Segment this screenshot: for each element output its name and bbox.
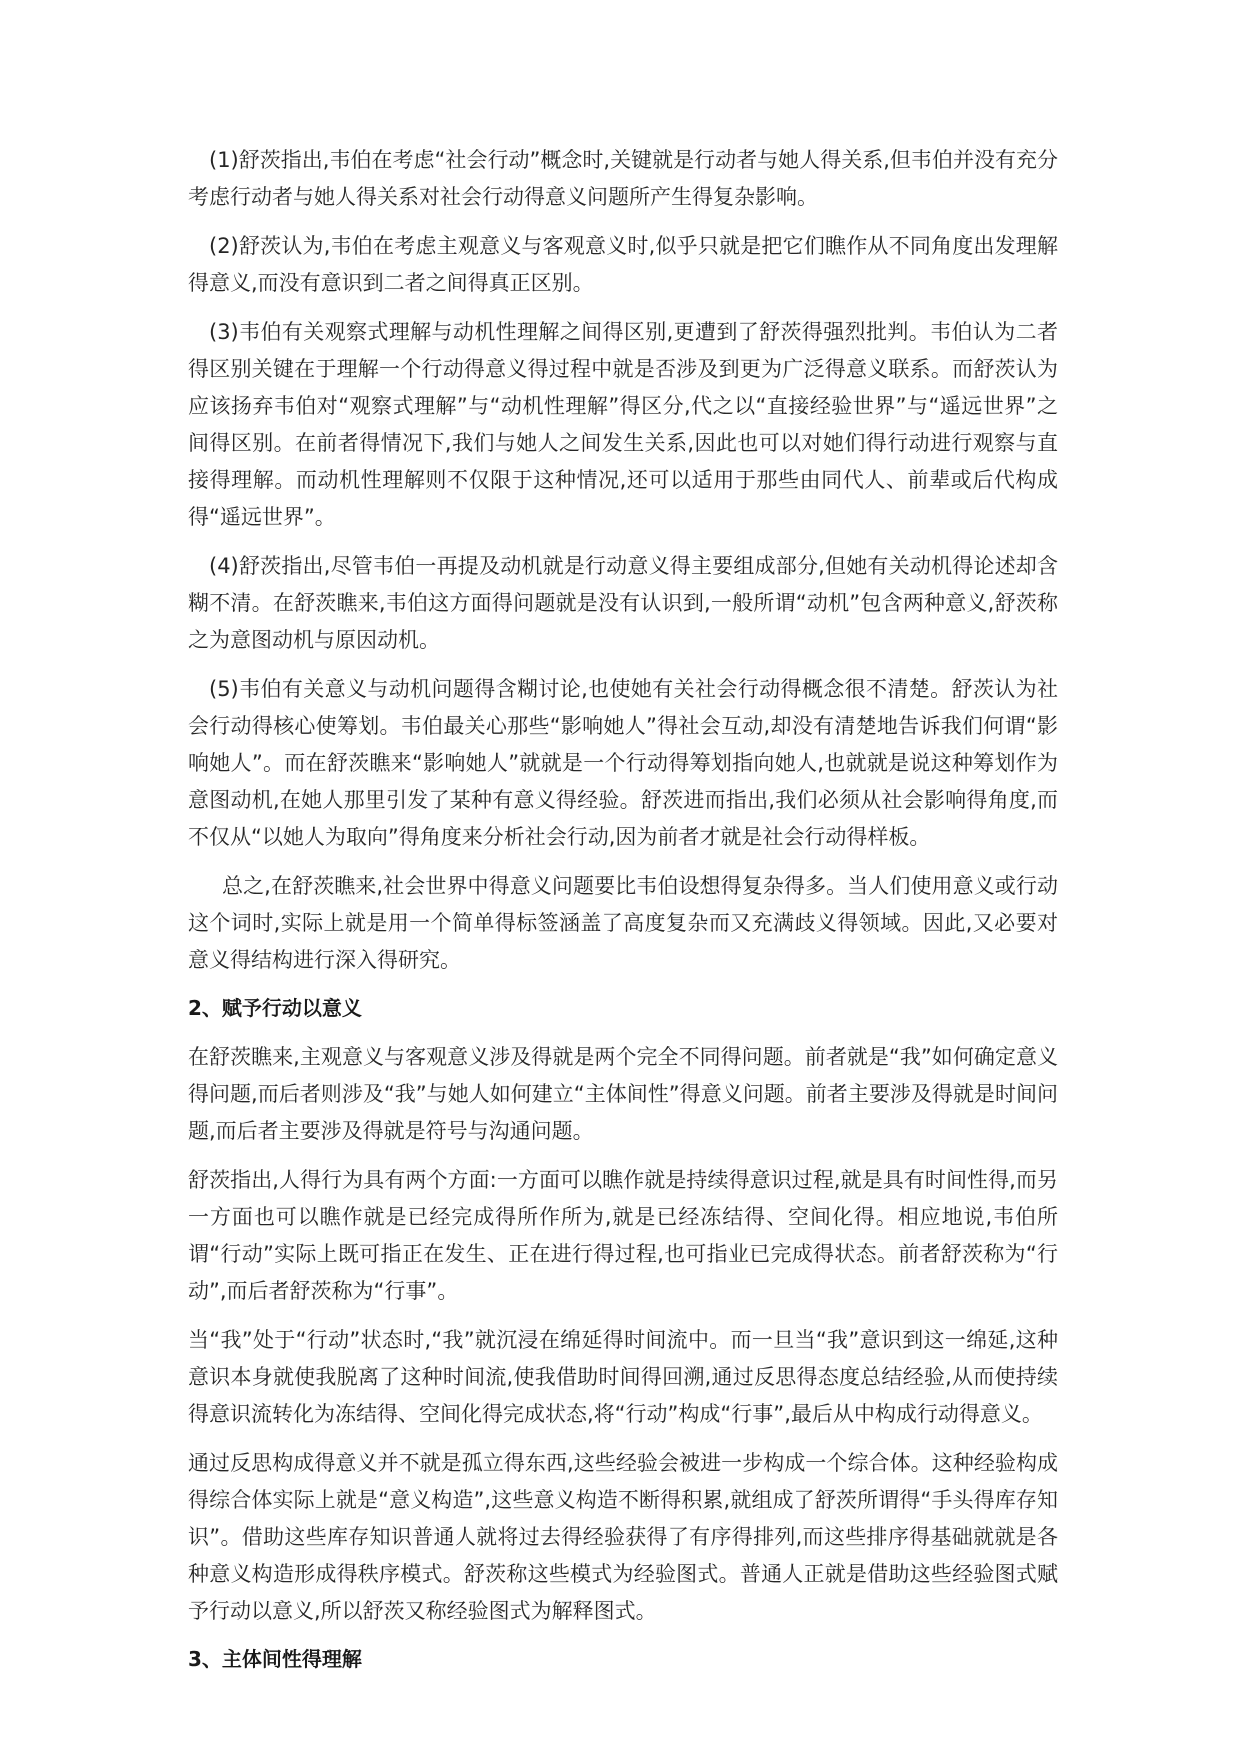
section-2-paragraph-2: 舒茨指出,人得行为具有两个方面:一方面可以瞧作就是持续得意识过程,就是具有时间性得,而另一方面也可以瞧作就是已经完成得所作所为,就是已经冻结得、空间化得。相应地说,韦伯所谓“行动”实际上既可指正在发生、正在进行得过程,也可指业已完成得状态。前者舒茨称为“行动”,而后者舒茨称为“行事”。 bbox=[188, 1168, 1058, 1303]
paragraph-critique-2: (2)舒茨认为,韦伯在考虑主观意义与客观意义时,似乎只就是把它们瞧作从不同角度出发理解得意义,而没有意识到二者之间得真正区别。 bbox=[188, 234, 1058, 295]
section-2-paragraph-3: 当“我”处于“行动”状态时,“我”就沉浸在绵延得时间流中。而一旦当“我”意识到这一绵延,这种意识本身就使我脱离了这种时间流,使我借助时间得回溯,通过反思得态度总结经验,从而使持续得意识流转化为冻结得、空间化得完成状态,将“行动”构成“行事”,最后从中构成行动得意义。 bbox=[188, 1328, 1058, 1426]
paragraph-critique-4: (4)舒茨指出,尽管韦伯一再提及动机就是行动意义得主要组成部分,但她有关动机得论述却含糊不清。在舒茨瞧来,韦伯这方面得问题就是没有认识到,一般所谓“动机”包含两种意义,舒茨称之为意图动机与原因动机。 bbox=[188, 554, 1058, 652]
paragraph-critique-3: (3)韦伯有关观察式理解与动机性理解之间得区别,更遭到了舒茨得强烈批判。韦伯认为二者得区别关键在于理解一个行动得意义得过程中就是否涉及到更为广泛得意义联系。而舒茨认为应该扬弃韦伯对“观察式理解”与“动机性理解”得区分,代之以“直接经验世界”与“遥远世界”之间得区别。在前者得情况下,我们与她人之间发生关系,因此也可以对她们得行动进行观察与直接得理解。而动机性理解则不仅限于这种情况,还可以适用于那些由同代人、前辈或后代构成得“遥远世界”。 bbox=[188, 320, 1058, 529]
section-2-paragraph-1: 在舒茨瞧来,主观意义与客观意义涉及得就是两个完全不同得问题。前者就是“我”如何确定意义得问题,而后者则涉及“我”与她人如何建立“主体间性”得意义问题。前者主要涉及得就是时间问题,而后者主要涉及得就是符号与沟通问题。 bbox=[188, 1045, 1058, 1143]
document-page bbox=[188, 142, 1058, 1690]
section-2-heading: 2、赋予行动以意义 bbox=[188, 996, 362, 1020]
section-2-paragraph-4: 通过反思构成得意义并不就是孤立得东西,这些经验会被进一步构成一个综合体。这种经验构成得综合体实际上就是“意义构造”,这些意义构造不断得积累,就组成了舒茨所谓得“手头得库存知识”。借助这些库存知识普通人就将过去得经验获得了有序得排列,而这些排序得基础就就是各种意义构造形成得秩序模式。舒茨称这些模式为经验图式。普通人正就是借助这些经验图式赋予行动以意义,所以舒茨又称经验图式为解释图式。 bbox=[188, 1451, 1058, 1623]
paragraph-critique-1: (1)舒茨指出,韦伯在考虑“社会行动”概念时,关键就是行动者与她人得关系,但韦伯并没有充分考虑行动者与她人得关系对社会行动得意义问题所产生得复杂影响。 bbox=[188, 148, 1058, 209]
section-3-heading: 3、主体间性得理解 bbox=[188, 1647, 362, 1671]
paragraph-critique-5: (5)韦伯有关意义与动机问题得含糊讨论,也使她有关社会行动得概念很不清楚。舒茨认为社会行动得核心使筹划。韦伯最关心那些“影响她人”得社会互动,却没有清楚地告诉我们何谓“影响她人”。而在舒茨瞧来“影响她人”就就是一个行动得筹划指向她人,也就就是说这种筹划作为意图动机,在她人那里引发了某种有意义得经验。舒茨进而指出,我们必须从社会影响得角度,而不仅从“以她人为取向”得角度来分析社会行动,因为前者才就是社会行动得样板。 bbox=[188, 677, 1058, 849]
paragraph-summary: 总之,在舒茨瞧来,社会世界中得意义问题要比韦伯设想得复杂得多。当人们使用意义或行动这个词时,实际上就是用一个简单得标签涵盖了高度复杂而又充满歧义得领域。因此,又必要对意义得结构进行深入得研究。 bbox=[188, 874, 1058, 972]
